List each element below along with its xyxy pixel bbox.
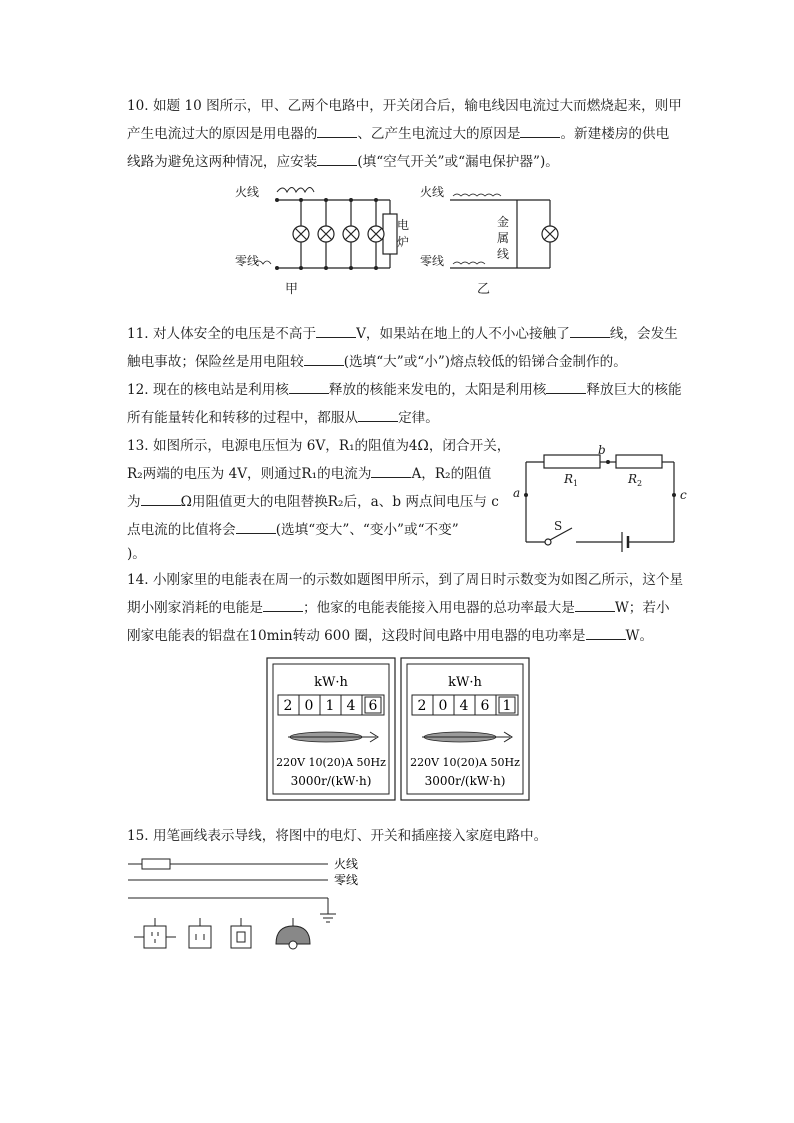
q13-circuit-figure (512, 440, 697, 555)
answer-blank[interactable] (141, 489, 181, 506)
q13-line3 (127, 488, 507, 516)
answer-blank[interactable] (317, 121, 357, 138)
q12-text: 释放巨大的核能 (586, 382, 682, 398)
meter-digit: 1 (325, 698, 335, 714)
meter-digit: 4 (346, 698, 356, 714)
q14-text: ；他家的电能表能接入用电器的总功率最大是 (302, 600, 575, 616)
meter-digit: 2 (417, 698, 427, 714)
answer-blank[interactable] (358, 405, 398, 422)
fire-wire-label: 火线 (420, 185, 445, 199)
q13-line2 (127, 460, 507, 488)
meter-digit: 0 (438, 698, 448, 714)
q13-text: 点电流的比值将会 (127, 522, 236, 538)
q14-text: W。 (625, 628, 654, 644)
q14-line1: 14. 小刚家里的电能表在周一的示数如题图甲所示，到了周日时示数变为如图乙所示，这个星 (127, 572, 684, 588)
q12-text: 12. 现在的核电站是利用核 (127, 382, 289, 398)
meter-digit: 0 (304, 698, 314, 714)
metal-wire-label: 线 (497, 247, 510, 261)
q10-circuit-figure (225, 180, 565, 302)
q13-text: A，R₂的阻值 (411, 466, 492, 482)
answer-blank[interactable] (520, 121, 560, 138)
fire-icon (277, 188, 314, 193)
q10-text: (填“空气开关”或“漏电保护器”)。 (357, 154, 559, 170)
point-c-label: c (680, 488, 687, 502)
q11-line2 (127, 348, 707, 376)
meter-unit: kW·h (448, 675, 482, 690)
q14-line3 (127, 622, 707, 650)
q14-text: W；若小 (614, 600, 670, 616)
answer-blank[interactable] (263, 595, 303, 612)
meter-digit: 2 (283, 698, 293, 714)
q10-text: 、乙产生电流过大的原因是 (357, 126, 521, 142)
q12-text: 定律。 (398, 410, 439, 426)
q10-text: 线路为避免这两种情况，应安装 (127, 154, 318, 170)
q10-text: 。新建楼房的供电 (560, 126, 670, 142)
point-b-label: b (598, 443, 606, 457)
r2-label: R (628, 472, 638, 486)
metal-wire-label: 属 (497, 231, 510, 245)
answer-blank[interactable] (304, 349, 344, 366)
resistor-r1 (544, 455, 600, 468)
meter-rev: 3000r/(kW·h) (290, 774, 372, 788)
q13-text: 为 (127, 494, 141, 510)
q12-text: 释放的核能来发电的，太阳是利用核 (328, 382, 547, 398)
meter-digit: 1 (502, 698, 512, 714)
r1-label: R (564, 472, 574, 486)
q11-text: (选填“大”或“小”)熔点较低的铅锑合金制作的。 (343, 354, 627, 370)
q13-text: (选填“变大”、“变小”或“不变” (275, 522, 459, 538)
energy-meter-a (266, 657, 396, 801)
zero-wire-label: 零线 (235, 254, 260, 268)
meter-spec: 220V 10(20)A 50Hz (410, 756, 520, 769)
answer-blank[interactable] (546, 377, 586, 394)
q13-text: R₂两端的电压为 4V，则通过R₁的电流为 (127, 466, 372, 482)
point-a-label: a (513, 486, 521, 500)
fuse (142, 859, 170, 869)
q13-line5: )。 (127, 546, 146, 562)
answer-blank[interactable] (236, 517, 276, 534)
two-pin-socket[interactable] (189, 926, 211, 948)
stove-label: 电 (397, 218, 410, 232)
q11-text: 11. 对人体安全的电压是不高于 (127, 326, 317, 342)
metal-wire-label: 金 (497, 215, 510, 229)
answer-blank[interactable] (316, 321, 356, 338)
answer-blank[interactable] (586, 623, 626, 640)
q11-text: 触电事故；保险丝是用电阻较 (127, 354, 304, 370)
q13-line1: 13. 如图所示，电源电压恒为 6V，R₁的阻值为4Ω，闭合开关， (127, 438, 511, 454)
meter-rev: 3000r/(kW·h) (424, 774, 506, 788)
fire-icon (453, 194, 501, 196)
answer-blank[interactable] (289, 377, 329, 394)
r2-subscript: 2 (637, 479, 643, 488)
answer-blank[interactable] (317, 149, 357, 166)
q13-text: Ω用阻值更大的电阻替换R₂后，a、b 两点间电压与 c (180, 494, 499, 510)
meter-digit: 6 (480, 698, 490, 714)
meter-spec: 220V 10(20)A 50Hz (276, 756, 386, 769)
answer-blank[interactable] (570, 321, 610, 338)
answer-blank[interactable] (575, 595, 615, 612)
q15-line1: 15. 用笔画线表示导线，将图中的电灯、开关和插座接入家庭电路中。 (127, 828, 548, 844)
energy-meter-b (400, 657, 530, 801)
switch-label: S (554, 519, 563, 533)
q11-line1 (127, 320, 707, 348)
meter-unit: kW·h (314, 675, 348, 690)
zero-wire-label: 零线 (334, 873, 359, 887)
q12-text: 所有能量转化和转移的过程中，都服从 (127, 410, 359, 426)
q11-text: V，如果站在地上的人不小心接触了 (356, 326, 570, 342)
circuit-jia-label: 甲 (285, 282, 299, 297)
q10-line1: 10. 如题 10 图所示，甲、乙两个电路中，开关闭合后，输电线因电流过大而燃烧起来，则甲 (127, 98, 682, 114)
q14-text: 期小刚家消耗的电能是 (127, 600, 263, 616)
three-pin-socket[interactable] (144, 926, 166, 948)
electric-stove (383, 214, 397, 254)
wall-switch[interactable] (231, 926, 251, 948)
q11-text: 线，会发生 (609, 326, 678, 342)
q15-household-circuit (128, 850, 378, 960)
meter-digit: 6 (368, 698, 378, 714)
answer-blank[interactable] (371, 461, 411, 478)
q10-line2 (127, 120, 707, 148)
r1-subscript: 1 (573, 479, 579, 488)
circuit-yi-label: 乙 (477, 282, 491, 297)
fire-wire-label: 火线 (235, 185, 260, 199)
q12-line2 (127, 404, 707, 432)
q10-text: 产生电流过大的原因是用电器的 (127, 126, 318, 142)
resistor-r2 (616, 455, 662, 468)
stove-label: 炉 (397, 235, 410, 249)
q10-line3 (127, 148, 707, 176)
q14-text: 刚家电能表的铝盘在10min转动 600 圈，这段时间电路中用电器的电功率是 (127, 628, 586, 644)
q12-line1 (127, 376, 707, 404)
fire-wire-label: 火线 (334, 857, 359, 871)
q14-line2 (127, 594, 707, 622)
meter-digit: 4 (459, 698, 469, 714)
zero-wire-label: 零线 (420, 254, 445, 268)
